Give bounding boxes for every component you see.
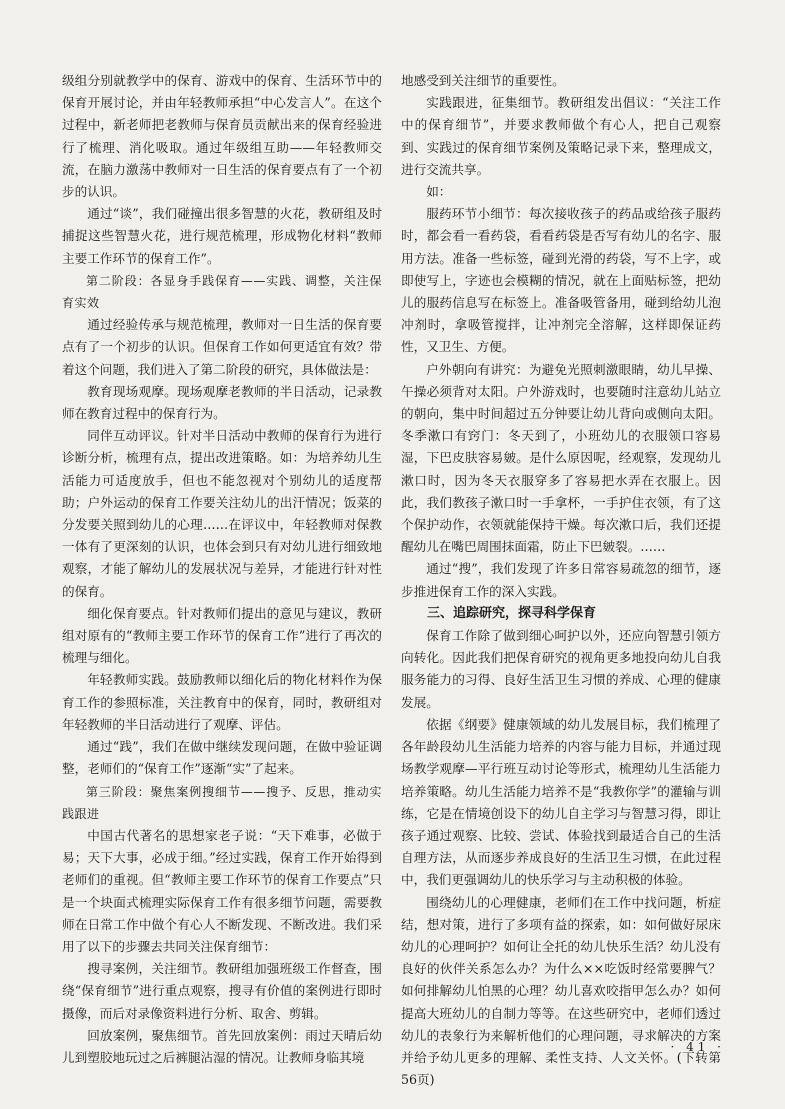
paragraph: 依据《纲要》健康领域的幼儿发展目标，我们梳理了各年龄段幼儿生活能力培养的内容与能力目标，并通过现场教学观摩—平行班互动讨论等形式，梳理幼儿生活能力培养策略。幼儿生活能力培养不是“我教你学”的灌输与训练，它是在情境创设下的幼儿自主学习与智慧习得，即让孩子通过观察、比较、尝试、体验找到最适合自己的生活自理方法，从而逐步养成良好的生活卫生习惯，在此过程中，我们更强调幼儿的快乐学习与主动积极的体验。 (401, 716, 721, 888)
paragraph: 通过“践”，我们在做中继续发现问题，在做中验证调整，老师们的“保育工作”逐渐“实”了起来。 (62, 739, 382, 777)
stage-heading: 第三阶段：聚焦案例搜细节——搜予、反思，推动实践跟进 (62, 784, 382, 821)
paragraph: 回放案例，聚焦细节。首先回放案例：雨过天晴后幼儿到塑胶地玩过之后裤腿沾湿的情况。让教师身临其境 (62, 1027, 382, 1065)
paragraph: 如： (426, 184, 452, 200)
paragraph: 保育工作除了做到细心呵护以外，还应向智慧引领方向转化。因此我们把保育研究的视角更多地投向幼儿自我服务能力的习得、良好生活卫生习惯的养成、心理的健康发展。 (401, 628, 721, 710)
paragraph: 通过“搜”，我们发现了许多日常容易疏忽的细节，逐步推进保育工作的深入实践。 (401, 561, 721, 599)
paragraph: 细化保育要点。针对教师们提出的意见与建议，教研组对原有的“教师主要工作环节的保育工作”进行了再次的梳理与细化。 (62, 605, 382, 666)
paragraph: 地感受到关注细节的重要性。 (401, 73, 565, 88)
paragraph: 同伴互动评议。针对半日活动中教师的保育行为进行诊断分析，梳理有点，提出改进策略。如：为培养幼儿生活能力可适度放手，但也不能忽视对个别幼儿的适度帮助；户外运动的保育工作要关注幼儿的出汗情况；饭菜的分发要关照到幼儿的心理……在评议中，年轻教师对保教一体有了更深刻的认识，也体会到只有对幼儿进行细致地观察，才能了解幼儿的发展状况与差异，才能进行针对性的保育。 (62, 428, 382, 599)
left-column (62, 70, 382, 1069)
page-number: · 41 · (670, 1040, 725, 1054)
stage-heading: 第二阶段：各显身手践保育——实践、调整，关注保育实效 (62, 273, 382, 311)
paragraph: 搜寻案例，关注细节。教研组加强班级工作督查，围绕“保育细节”进行重点观察，搜寻有价值的案例进行即时摄像，而后对录像资料进行分析、取舍、剪辑。 (62, 961, 382, 1021)
paragraph: 中国古代著名的思想家老子说：“天下难事，必做于易；天下大事，必成于细。”经过实践，保育工作开始得到老师们的重视。但“教师主要工作环节的保育工作要点”只是一个块面式梳理实际保育工作有很多细节问题，需要教师在日常工作中做个有心人不断发现、不断改进。我们采用了以下的步骤去共同关注保育细节： (62, 827, 382, 954)
paragraph: 通过经验传承与规范梳理，教师对一日生活的保育要点有了一个初步的认识。但保育工作如何更适宜有效？带着这个问题，我们进入了第二阶段的研究，具体做法是： (62, 317, 382, 377)
paragraph: 通过“谈”，我们碰撞出很多智慧的火花，教研组及时捕捉这些智慧火花，进行规范梳理，形成物化材料“教师主要工作环节的保育工作”。 (62, 206, 382, 266)
paragraph: 年轻教师实践。鼓励教师以细化后的物化材料作为保育工作的参照标准，关注教育中的保育，同时，教研组对年轻教师的半日活动进行了观摩、评估。 (62, 672, 382, 732)
paragraph: 教育现场观摩。现场观摩老教师的半日活动，记录教师在教育过程中的保育行为。 (62, 383, 382, 422)
right-column (401, 70, 721, 1091)
paragraph: 服药环节小细节：每次接收孩子的药品或给孩子服药时，都会看一看药袋，看看药袋是否写有幼儿的名字、服用方法。准备一些标签，碰到光滑的药袋，写不上字，或即使写上，字迹也会模糊的情况，就在上面贴标签，把幼儿的服药信息写在标签上。准备吸管备用，碰到给幼儿泡冲剂时，拿吸管搅拌，让冲剂完全溶解，这样即保证药性，又卫生、方便。 (401, 206, 721, 355)
paragraph: 级组分别就教学中的保育、游戏中的保育、生活环节中的保育开展讨论，并由年轻教师承担“中心发言人”。在这个过程中，新老师把老教师与保育员贡献出来的保育经验进行了梳理、消化吸取。通过年级组互助——年轻教师交流，在脑力激荡中教师对一日生活的保育要点有了一个初步的认识。 (62, 73, 382, 200)
paragraph: 围绕幼儿的心理健康，老师们在工作中找问题，析症结，想对策，进行了多项有益的探索，如：如何做好尿床幼儿的心理呵护？如何让全托的幼儿快乐生活？幼儿没有良好的伙伴关系怎么办？为什么××吃饭时经常要脾气？如何排解幼儿怕黑的心理？幼儿喜欢咬指甲怎么办？如何提高大班幼儿的自制力等等。在这些研究中，老师们透过幼儿的表象行为来解析他们的心理问题，寻求解决的方案并给予幼儿更多的理解、柔性支持、人文关怀。(下转第56页) (401, 894, 721, 1088)
paragraph: 实践跟进，征集细节。教研组发出倡议：“关注工作中的保育细节”，并要求教师做个有心人，把自己观察到、实践过的保育细节案例及策略记录下来，整理成文，进行交流共享。 (401, 95, 721, 177)
section-heading: 三、追踪研究，探寻科学保育 (427, 605, 597, 621)
paragraph: 户外朝向有讲究：为避免光照刺激眼睛，幼儿早操、午操必须背对太阳。户外游戏时，也要随时注意幼儿站立的朝向，集中时间超过五分钟要让幼儿背向或侧向太阳。冬季漱口有窍门：冬天到了，小班幼儿的衣服领口容易湿，下巴皮肤容易皴。是什么原因呢，经观察，发现幼儿漱口时，因为冬天衣服穿多了容易把水弄在衣服上。因此，我们教孩子漱口时一手拿杯，一手护住衣领，有了这个保护动作，衣领就能保持干燥。每次漱口后，我们还提醒幼儿在嘴巴周围抹面霜，防止下巴皴裂。…… (401, 361, 721, 555)
